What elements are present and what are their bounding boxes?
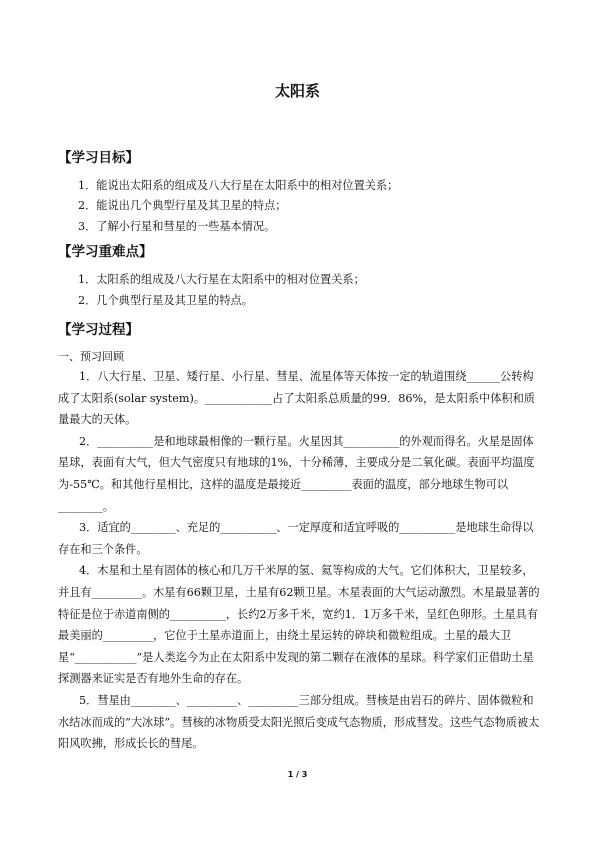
paragraph-2: 2．__________是和地球最相像的一颗行星。火星因其__________的外观而得名。火星是固体星球，表面有大气，但大气密度只有地球的1%，十分稀薄，主要成分是二氧化碳。表面平均温度为-55℃。和其他行星相比，这样的温度是最接近_________表面的温度，部分地球生物可以________。 bbox=[58, 434, 535, 513]
paragraph-1: 1．八大行星、卫星、矮行星、小行星、彗星、流星体等天体按一定的轨道围绕______公转构成了太阳系(solar system)。____________占了太阳系总质量的99．86%，是太阳系中体积和质量最大的天体。 bbox=[58, 370, 535, 427]
process-paragraphs bbox=[58, 366, 542, 755]
process-subheading: 一、预习回顾 bbox=[58, 350, 124, 363]
goal-item-1: 1．能说出太阳系的组成及八大行星在太阳系中的相对位置关系； bbox=[78, 179, 399, 192]
keypoint-item-2: 2．几个典型行星及其卫星的特点。 bbox=[78, 294, 253, 307]
paragraph-3: 3．适宜的________、充足的__________、一定厚度和适宜呼吸的__________是地球生命得以存在和三个条件。 bbox=[58, 521, 534, 556]
goals-heading: 【学习目标】 bbox=[58, 150, 139, 166]
paragraph-5: 5．彗星由________、_________、_________三部分组成。彗核是由岩石的碎片、固体微粒和水结冰而成的“大冰球”。彗核的冰物质受太阳光照后变成气态物质，形成彗发。这些气态物质被太阳风吹拂，形成长长的彗尾。 bbox=[58, 693, 540, 751]
page-title: 太阳系 bbox=[274, 82, 320, 100]
paragraph-4: 4．木星和土星有固体的核心和几万千米厚的氢、氦等构成的大气。它们体积大，卫星较多，并且有_________。木星有66颗卫星，土星有62颗卫星。木星表面的大气运动激烈。木星最显著的特征是位于赤道南侧的__________，长约2万多千米，宽约1．1万多千米，呈红色卵形。土星具有最美丽的_________，它位于土星赤道面上，由绕土星运转的碎块和微粒组成。土星的最大卫星“___________”是人类迄今为止在太阳系中发现的第二颗存在液体的星球。科学家们正借助土星探测器来证实是否有地外生命的存在。 bbox=[58, 564, 540, 686]
keypoints-heading: 【学习重难点】 bbox=[58, 244, 153, 260]
goal-item-3: 3．了解小行星和彗星的一些基本情况。 bbox=[78, 220, 276, 233]
keypoint-item-1: 1．太阳系的组成及八大行星在太阳系中的相对位置关系； bbox=[78, 273, 365, 286]
page-number: 1 / 3 bbox=[287, 770, 308, 779]
goal-item-2: 2．能说出几个典型行星及其卫星的特点； bbox=[78, 199, 287, 212]
process-heading: 【学习过程】 bbox=[58, 322, 139, 338]
